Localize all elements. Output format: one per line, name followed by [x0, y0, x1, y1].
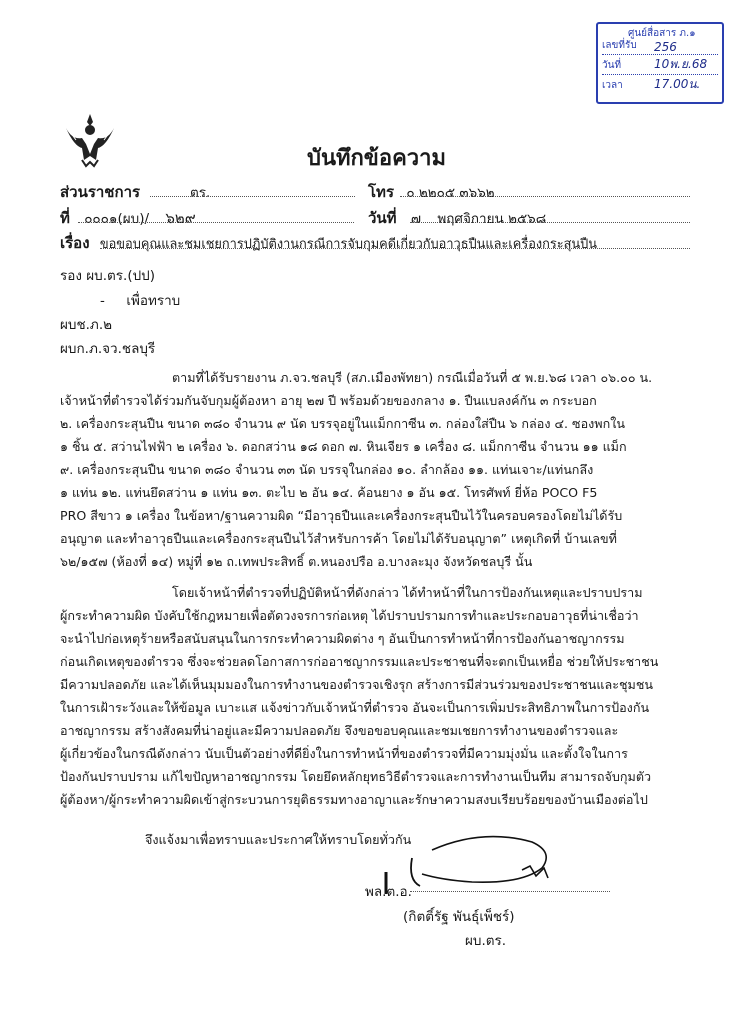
para2-line: ผู้ต้องหา/ผู้กระทำความผิดเข้าสู่กระบวนการยุติธรรมทางอาญาและรักษาความสงบเรียบร้อยของบ้านเมืองต่อไป: [60, 792, 648, 807]
stamp-row-date: [602, 58, 718, 75]
para2-line: มีความปลอดภัย และได้เห็นมุมมองในการทำงานของตำรวจเชิงรุก สร้างการมีส่วนร่วมของประชาชนและชุมชน: [60, 677, 654, 692]
date-row: [368, 206, 546, 230]
signer-rank: พล.ต.อ.: [365, 884, 412, 900]
para2-line: โดยเจ้าหน้าที่ตำรวจที่ปฏิบัติหน้าที่ดังกล่าว ได้ทำหน้าที่ในการป้องกันเหตุและปราบปราม: [172, 585, 643, 600]
agency-dotline: [150, 196, 355, 197]
routing-note: - เพื่อทราบ: [100, 293, 181, 309]
para2-line: อาชญากรรม สร้างสังคมที่น่าอยู่และมีความปลอดภัย จึงขอขอบคุณและชมเชยการทำงานของตำรวจและ: [60, 723, 619, 738]
agency-label: ส่วนราชการ: [60, 183, 141, 201]
subject-value: ขอขอบคุณและชมเชยการปฏิบัติงานกรณีการจับกุมคดีเกี่ยวกับอาวุธปืนและเครื่องกระสุนปืน: [99, 237, 598, 252]
subject-row: [60, 231, 597, 255]
date-day: ๗: [410, 211, 422, 227]
stamp-row-number: [602, 38, 718, 55]
stamp-value-number: 256: [654, 40, 677, 54]
agency-value: ตร.: [190, 185, 211, 201]
stamp-title: ศูนย์สื่อสาร ภ.๑: [628, 28, 696, 39]
para2-line: จะนำไปก่อเหตุร้ายหรือสนับสนุนในการกระทำความผิดต่าง ๆ อันเป็นการทำหน้าที่การป้องกันอาชญากรรม: [60, 631, 625, 646]
ref-value: ๐๐๐๑(ผบ)/: [84, 211, 150, 227]
stamp-value-date: 10พ.ย.68: [654, 57, 708, 71]
para2-line: ป้องกันปราบปราม แก้ไขปัญหาอาชญากรรม โดยยึดหลักยุทธวิธีตำรวจและการทำงานเป็นทีม สามารถจับกุมตัว: [60, 769, 652, 784]
para1-line: ๒. เครื่องกระสุนปืน ขนาด ๓๘๐ จำนวน ๙ นัด บรรจุอยู่ในแม็กกาซีน ๓. กล่องใส่ปืน ๖ กล่อง ๔. ซองพกใน: [60, 416, 625, 431]
subject-dotline: [100, 248, 690, 249]
ref-label: ที่: [60, 209, 70, 227]
subject-label: เรื่อง: [60, 234, 90, 252]
agency-row: [60, 180, 140, 204]
tel-dotline: [400, 196, 690, 197]
routing-to-deputy: รอง ผบ.ตร.(ปป): [60, 268, 155, 284]
receipt-stamp: [596, 22, 724, 104]
routing-to-region: ผบช.ภ.๒: [60, 317, 113, 333]
para1-line: ตามที่ได้รับรายงาน ภ.จว.ชลบุรี (สภ.เมืองพัทยา) กรณีเมื่อวันที่ ๕ พ.ย.๖๘ เวลา ๐๖.๐๐ น.: [172, 370, 653, 385]
para1-line: ๑ แท่น ๑๒. แท่นยึดสว่าน ๑ แท่น ๑๓. ตะไบ ๒ อัน ๑๔. ค้อนยาง ๑ อัน ๑๕. โทรศัพท์ ยี่ห้อ POCO F5: [60, 485, 598, 500]
stamp-label-number: เลขที่รับ: [602, 40, 637, 51]
signature-dotline: [410, 891, 610, 892]
para1-line: ๖๒/๑๕๗ (ห้องที่ ๑๔) หมู่ที่ ๑๒ ถ.เทพประสิทธิ์ ต.หนองปรือ อ.บางละมุง จังหวัดชลบุรี นั้น: [60, 554, 533, 569]
signer-name: (กิตติ์รัฐ พันธุ์เพ็ชร์): [403, 909, 515, 925]
para1-line: เจ้าหน้าที่ตำรวจได้ร่วมกันจับกุมผู้ต้องหา อายุ ๒๗ ปี พร้อมด้วยของกลาง ๑. ปืนแบลงค์กัน ๓ กระบอก: [60, 393, 597, 408]
ref-row: [60, 206, 196, 230]
tel-row: [368, 180, 495, 204]
stamp-row-time: [602, 78, 718, 94]
stamp-label-date: วันที่: [602, 60, 622, 71]
tel-label: โทร: [368, 183, 395, 201]
para2-line: ในการเฝ้าระวังและให้ข้อมูล เบาะแส แจ้งข่าวกับเจ้าหน้าที่ตำรวจ อันจะเป็นการเพิ่มประสิทธิภาพในการป้องกัน: [60, 700, 650, 715]
closing-line: จึงแจ้งมาเพื่อทราบและประกาศให้ทราบโดยทั่วกัน: [145, 832, 412, 847]
signer-position: ผบ.ตร.: [465, 933, 507, 949]
para2-line: ก่อนเกิดเหตุของตำรวจ ซึ่งจะช่วยลดโอกาสการก่ออาชญากรรมและประชาชนที่จะตกเป็นเหยื่อ ช่วยให้ประชาชน: [60, 654, 659, 669]
ref-dotline: [78, 222, 354, 223]
para1-line: ๙. เครื่องกระสุนปืน ขนาด ๓๘๐ จำนวน ๓๓ นัด บรรจุในกล่อง ๑๐. ลำกล้อง ๑๑. แท่นเจาะ/แท่นกลึง: [60, 462, 594, 477]
date-dotline: [410, 222, 690, 223]
para2-line: ผู้กระทำความผิด บังคับใช้กฎหมายเพื่อตัดวงจรการก่อเหตุ ได้ปราบปรามการทำและประกอบอาวุธที่น่าเชื่อว่า: [60, 608, 639, 623]
date-month-year: พฤศจิกายน ๒๕๖๘: [437, 211, 547, 227]
ref-number: ๖๒๙: [165, 209, 196, 227]
routing-to-province: ผบก.ภ.จว.ชลบุรี: [60, 341, 156, 357]
stamp-value-time: 17.00น.: [654, 77, 701, 91]
para1-line: PRO สีขาว ๑ เครื่อง ในข้อหา/ฐานความผิด “มีอาวุธปืนและเครื่องกระสุนปืนไว้ในครอบครองโดยไม่ได้รับ: [60, 508, 623, 523]
para1-line: ๑ ชิ้น ๕. สว่านไฟฟ้า ๒ เครื่อง ๖. ดอกสว่าน ๑๘ ดอก ๗. หินเจียร ๑ เครื่อง ๘. แม็กกาซีน จำนวน ๑๑ แม็ก: [60, 439, 627, 454]
para1-line: อนุญาต และทำอาวุธปืนและเครื่องกระสุนปืนไว้สำหรับการค้า โดยไม่ได้รับอนุญาต” เหตุเกิดที่ บ้านเลขที่: [60, 531, 617, 546]
date-label: วันที่: [368, 209, 397, 227]
tel-value: ๐ ๒๒๐๕ ๓๖๖๒: [406, 185, 495, 201]
document-title: บันทึกข้อความ: [306, 146, 446, 171]
para2-line: ผู้เกี่ยวข้องในกรณีดังกล่าว นับเป็นตัวอย่างที่ดียิ่งในการทำหน้าที่ของตำรวจที่มีความมุ่งมั่น และตั้งใจในการ: [60, 746, 628, 761]
stamp-label-time: เวลา: [602, 80, 623, 91]
